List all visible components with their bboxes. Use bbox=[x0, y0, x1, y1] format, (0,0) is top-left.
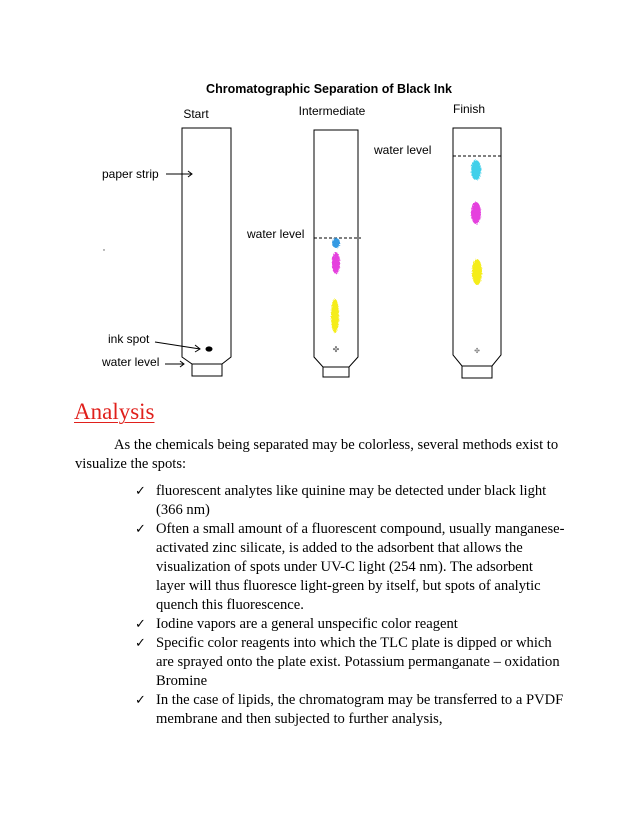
list-item-text: Often a small amount of a fluorescent compound, usually manganese-activated zinc silicate, is added to the adsorbent that allows the visualization of spots under UV-C light (254 nm). The adsorbent layer will thus fluoresce light-green by itself, but spots of analytic quench this fluorescence. bbox=[156, 521, 565, 613]
cyan-spot-finish bbox=[471, 160, 481, 180]
chromatography-diagram bbox=[0, 0, 638, 400]
label-paper-strip: paper strip bbox=[102, 167, 159, 181]
label-water-level-finish: water level bbox=[374, 143, 432, 157]
checkmark-icon: ✓ bbox=[135, 636, 146, 651]
checkmark-icon: ✓ bbox=[135, 693, 146, 708]
residue-mark-intermediate: ✤ bbox=[332, 345, 340, 354]
list-item bbox=[135, 482, 565, 520]
label-ink-spot: ink spot bbox=[108, 332, 150, 346]
checkmark-icon: ✓ bbox=[135, 617, 146, 632]
intro-paragraph: As the chemicals being separated may be colorless, several methods exist to visualize the spots: bbox=[75, 437, 559, 472]
label-water-level-start: water level bbox=[102, 355, 160, 369]
stray-dot bbox=[103, 249, 104, 250]
stage-label-finish: Finish bbox=[452, 102, 486, 116]
arrow-ink-spot bbox=[155, 342, 200, 352]
magenta-spot-finish bbox=[471, 202, 481, 224]
section-heading: Analysis bbox=[74, 399, 155, 424]
list-item bbox=[135, 691, 565, 729]
ink-spot bbox=[206, 346, 213, 351]
arrow-paper-strip bbox=[166, 171, 192, 177]
diagram-title: Chromatographic Separation of Black Ink bbox=[206, 82, 452, 96]
yellow-spot-intermediate bbox=[331, 299, 339, 333]
stage-label-start: Start bbox=[183, 107, 209, 121]
list-item-text: Specific color reagents into which the TLC plate is dipped or which are sprayed onto the plate exist. Potassium permanganate – oxidation Bromine bbox=[156, 635, 560, 689]
stage-label-intermediate: Intermediate bbox=[298, 104, 366, 118]
start-paper-strip bbox=[182, 128, 231, 376]
magenta-spot-intermediate bbox=[332, 252, 340, 274]
methods-list bbox=[135, 482, 565, 729]
yellow-spot-finish bbox=[472, 259, 482, 285]
list-item-text: Iodine vapors are a general unspecific color reagent bbox=[156, 616, 458, 632]
label-water-level-intermediate: water level bbox=[247, 227, 305, 241]
arrow-water-level-start bbox=[165, 361, 184, 367]
list-item bbox=[135, 520, 565, 615]
list-item bbox=[135, 634, 565, 691]
list-item-text: fluorescent analytes like quinine may be detected under black light (366 nm) bbox=[156, 483, 547, 518]
residue-mark-finish: ✤ bbox=[474, 347, 480, 355]
blue-spot-intermediate bbox=[332, 238, 340, 248]
checkmark-icon: ✓ bbox=[135, 522, 146, 537]
checkmark-icon: ✓ bbox=[135, 484, 146, 499]
list-item bbox=[135, 615, 565, 634]
list-item-text: In the case of lipids, the chromatogram may be transferred to a PVDF membrane and then subjected to further analysis, bbox=[156, 692, 564, 727]
